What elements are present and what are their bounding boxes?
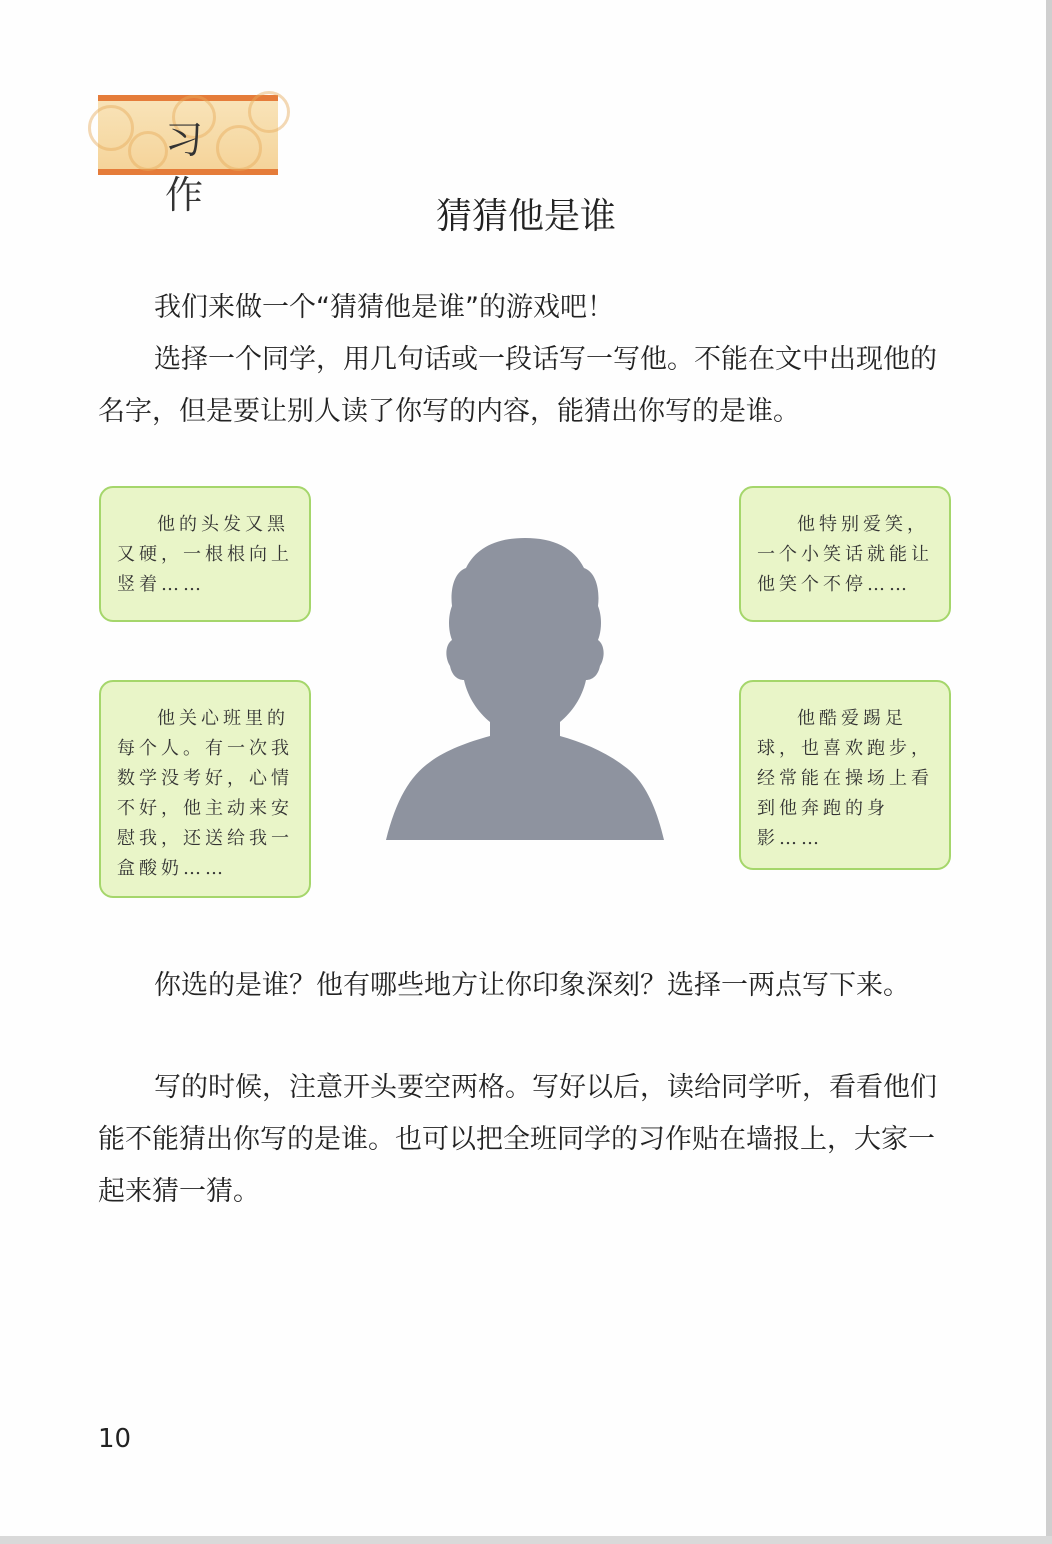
paragraph-question: 你选的是谁？他有哪些地方让你印象深刻？选择一两点写下来。 <box>154 970 910 1001</box>
bubble-text: 他关心班里的每个人。有一次我数学没考好，心情不好，他主动来安慰我，还送给我一盒酸奶…… <box>117 708 293 879</box>
paragraph-instructions: 选择一个同学，用几句话或一段话写一写他。不能在文中出现他的名字，但是要让别人读了你写的内容，能猜出你写的是谁。 <box>98 344 937 427</box>
paragraph-intro: 我们来做一个“猜猜他是谁”的游戏吧！ <box>154 292 614 323</box>
page-edge-bottom <box>0 1536 1052 1544</box>
person-silhouette-icon <box>386 530 664 840</box>
section-label: 习 作 <box>164 118 229 217</box>
section-tag <box>98 95 278 217</box>
page-number: 10 <box>98 1424 132 1454</box>
bubble-text: 他的头发又黑又硬，一根根向上竖着…… <box>117 514 293 595</box>
bubble-text: 他酷爱踢足球，也喜欢跑步，经常能在操场上看到他奔跑的身影…… <box>757 708 933 849</box>
page-title: 猜猜他是谁 <box>435 196 616 237</box>
speech-bubble-laugh <box>739 486 951 622</box>
speech-bubble-caring <box>99 680 311 898</box>
speech-bubble-hair <box>99 486 311 622</box>
paragraph-writing-tips: 写的时候，注意开头要空两格。写好以后，读给同学听，看看他们能不能猜出你写的是谁。也可以把全班同学的习作贴在墙报上，大家一起来猜一猜。 <box>98 1072 937 1207</box>
bubble-text: 他特别爱笑，一个小笑话就能让他笑个不停…… <box>757 514 933 595</box>
speech-bubble-sports <box>739 680 951 870</box>
